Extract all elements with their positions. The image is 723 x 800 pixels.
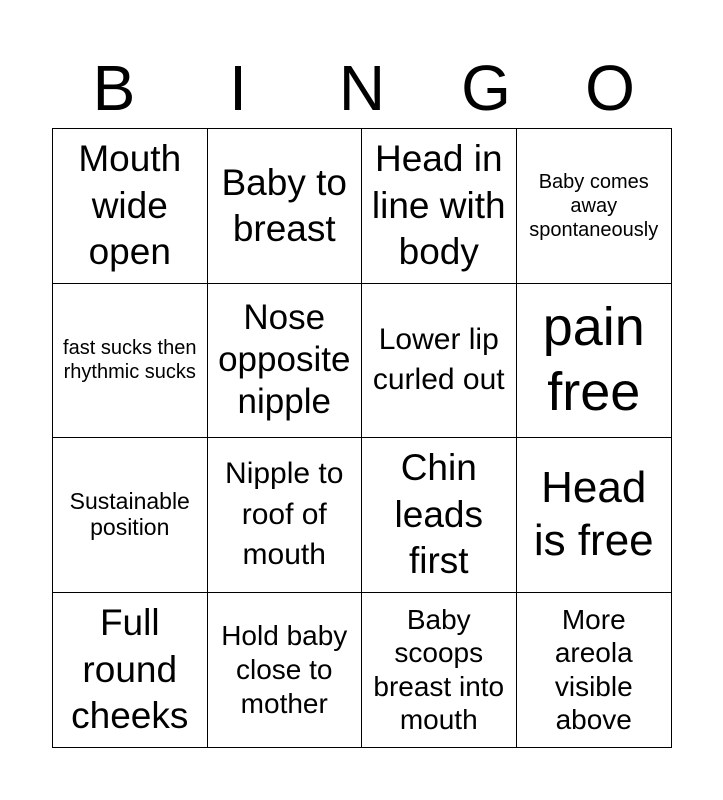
cell-text: Hold baby close to mother [221,620,348,719]
cell-text: Full round cheeks [71,602,189,736]
bingo-cell[interactable] [362,438,517,593]
cell-text: Baby scoops breast into mouth [373,603,505,736]
bingo-cell[interactable] [362,129,517,284]
bingo-cell[interactable] [53,129,208,284]
cell-text: Sustainable position [69,488,190,540]
cell-text: Lower lip curled out [372,322,505,397]
cell-text: Nipple to roof of mouth [225,457,344,571]
cell-text: More areola visible above [554,603,633,736]
header-letter-n: N [338,52,386,124]
header-letter-i: I [229,52,247,124]
bingo-cell[interactable] [208,593,363,748]
header-letter-g: G [461,52,511,124]
cell-text: Head is free [533,462,654,565]
bingo-cell[interactable] [517,593,672,748]
cell-text: Head in line with body [371,138,506,272]
bingo-cell[interactable] [208,129,363,284]
header-letter-b: B [92,52,136,124]
bingo-cell[interactable] [362,284,517,439]
cell-text: Mouth wide open [78,138,182,272]
bingo-cell[interactable] [362,593,517,748]
bingo-cell[interactable] [517,284,672,439]
cell-text: Chin leads first [394,447,483,581]
bingo-cell[interactable] [53,284,208,439]
bingo-cell[interactable] [208,438,363,593]
cell-text: pain free [542,297,645,423]
cell-text: Nose opposite nipple [218,298,351,422]
cell-text: Baby comes away spontaneously [529,170,659,241]
cell-text: fast sucks then rhythmic sucks [63,337,197,384]
cell-text: Baby to breast [221,161,347,249]
bingo-board [52,128,672,748]
bingo-header [52,48,672,128]
bingo-cell[interactable] [53,438,208,593]
bingo-cell[interactable] [517,129,672,284]
bingo-cell[interactable] [208,284,363,439]
bingo-cell[interactable] [53,593,208,748]
bingo-cell[interactable] [517,438,672,593]
header-letter-o: O [585,52,635,124]
